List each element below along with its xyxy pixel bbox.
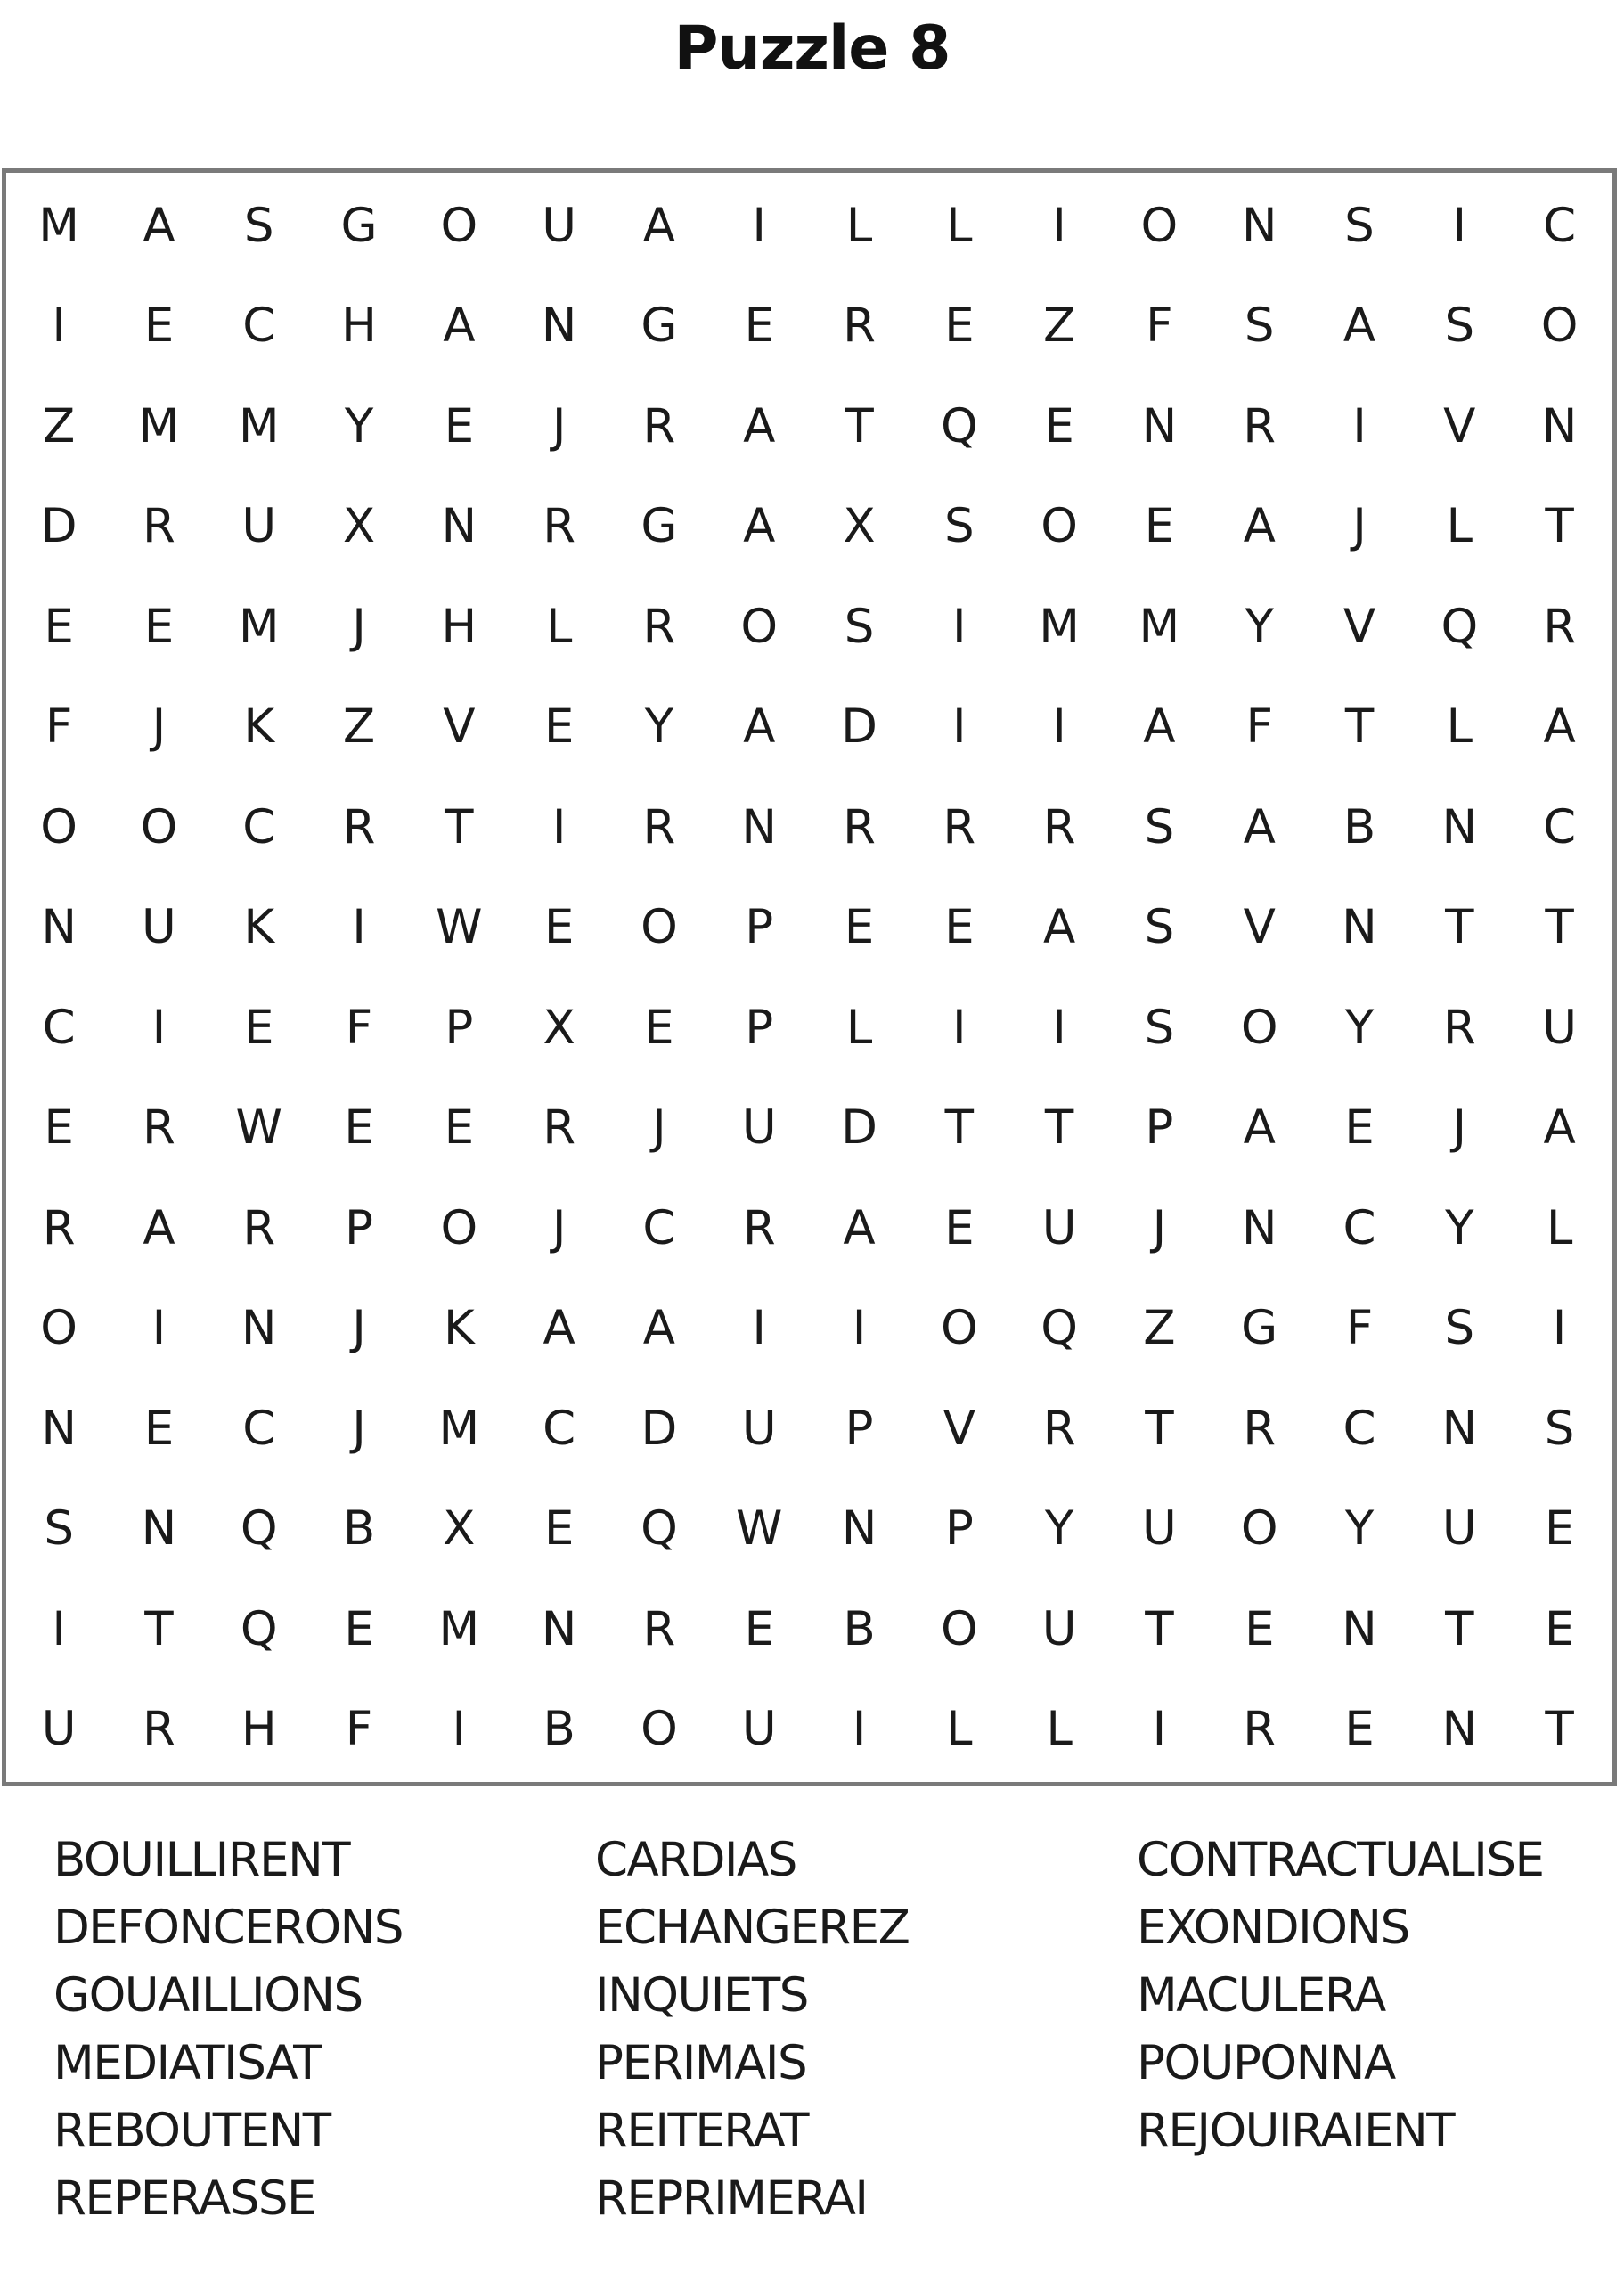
grid-cell[interactable]: R <box>1243 398 1277 454</box>
grid-cell[interactable]: G <box>340 198 378 253</box>
grid-cell[interactable]: W <box>736 1501 783 1557</box>
grid-cell[interactable]: T <box>445 799 474 854</box>
grid-cell[interactable]: P <box>445 1000 474 1055</box>
grid-cell[interactable]: T <box>1145 1401 1174 1456</box>
grid-cell[interactable]: U <box>741 1702 777 1757</box>
grid-cell[interactable]: N <box>41 900 77 955</box>
grid-cell[interactable]: Q <box>240 1601 278 1656</box>
grid-cell[interactable]: E <box>844 900 875 955</box>
grid-cell[interactable]: X <box>543 1000 575 1055</box>
grid-cell[interactable]: M <box>238 398 280 454</box>
grid-cell[interactable]: K <box>443 1301 475 1356</box>
grid-row <box>9 276 1610 377</box>
grid-cell[interactable]: A <box>1543 1100 1576 1156</box>
grid-cell[interactable]: F <box>1245 699 1273 755</box>
word-list-item: INQUIETS <box>595 1968 808 2023</box>
grid-cell[interactable]: I <box>352 900 366 955</box>
word-list-column-2 <box>595 1827 1130 2233</box>
grid-cell[interactable]: N <box>41 1401 77 1456</box>
grid-cell[interactable]: A <box>1243 1100 1276 1156</box>
grid-cell[interactable]: R <box>143 1100 175 1156</box>
grid-cell[interactable]: A <box>743 499 776 554</box>
word-list-item: CARDIAS <box>595 1833 796 1887</box>
grid-cell[interactable]: B <box>342 1501 376 1557</box>
grid-cell[interactable]: I <box>1452 198 1467 253</box>
grid-cell[interactable]: I <box>452 1702 467 1757</box>
grid-cell[interactable]: C <box>1342 1200 1376 1255</box>
grid-cell[interactable]: E <box>1044 398 1074 454</box>
grid-cell[interactable]: R <box>1442 1000 1476 1055</box>
grid-cell[interactable]: Y <box>1245 599 1274 654</box>
grid-cell[interactable]: C <box>242 298 276 354</box>
word-list-item: REPRIMERAI <box>595 2171 868 2226</box>
grid-cell[interactable]: J <box>652 1100 666 1156</box>
word-list-item: BOUILLIRENT <box>53 1833 350 1887</box>
grid-cell[interactable]: T <box>144 1601 174 1656</box>
grid-cell[interactable]: O <box>641 1702 678 1757</box>
grid-cell[interactable]: H <box>441 599 477 654</box>
word-list-item: REJOUIRAIENT <box>1137 2104 1455 2158</box>
letter-grid-frame <box>2 168 1617 1786</box>
grid-cell[interactable]: U <box>1542 1000 1577 1055</box>
grid-row <box>9 677 1610 778</box>
grid-cell[interactable]: T <box>845 398 874 454</box>
grid-cell[interactable]: F <box>1146 298 1173 354</box>
grid-cell[interactable]: Q <box>1041 1301 1078 1356</box>
grid-cell[interactable]: E <box>944 1200 975 1255</box>
grid-cell[interactable]: R <box>642 1601 676 1656</box>
grid-cell[interactable]: S <box>1544 1401 1575 1456</box>
grid-cell[interactable]: E <box>143 1401 175 1456</box>
grid-cell[interactable]: J <box>352 1401 366 1456</box>
grid-cell[interactable]: A <box>543 1301 575 1356</box>
grid-cell[interactable]: A <box>143 198 175 253</box>
grid-cell[interactable]: D <box>841 699 877 755</box>
grid-cell[interactable]: O <box>641 900 678 955</box>
grid-cell[interactable]: R <box>1243 1702 1277 1757</box>
grid-cell[interactable]: I <box>852 1702 867 1757</box>
grid-cell[interactable]: W <box>235 1100 282 1156</box>
grid-cell[interactable]: S <box>844 599 875 654</box>
grid-cell[interactable]: I <box>852 1301 867 1356</box>
word-list-item: PERIMAIS <box>595 2036 807 2090</box>
grid-cell[interactable]: X <box>843 499 876 554</box>
grid-row <box>9 1479 1610 1580</box>
grid-cell[interactable]: R <box>642 799 676 854</box>
grid-cell[interactable]: N <box>1342 900 1377 955</box>
grid-cell[interactable]: O <box>440 198 478 253</box>
grid-cell[interactable]: R <box>642 398 676 454</box>
grid-cell[interactable]: S <box>1444 298 1475 354</box>
grid-cell[interactable]: T <box>1545 499 1574 554</box>
grid-cell[interactable]: A <box>743 699 776 755</box>
grid-cell[interactable]: E <box>543 1501 575 1557</box>
grid-cell[interactable]: A <box>443 298 476 354</box>
grid-cell[interactable]: E <box>543 699 575 755</box>
grid-cell[interactable]: J <box>352 599 366 654</box>
grid-cell[interactable]: M <box>438 1401 480 1456</box>
grid-cell[interactable]: A <box>1342 298 1376 354</box>
grid-cell[interactable]: P <box>745 900 774 955</box>
grid-cell[interactable]: E <box>543 900 575 955</box>
grid-cell[interactable]: U <box>542 198 577 253</box>
grid-cell[interactable]: C <box>642 1200 676 1255</box>
grid-row <box>9 576 1610 677</box>
grid-cell[interactable]: M <box>138 398 180 454</box>
grid-cell[interactable]: V <box>1243 900 1276 955</box>
grid-cell[interactable]: R <box>143 499 175 554</box>
grid-cell[interactable]: I <box>1552 1301 1567 1356</box>
grid-cell[interactable]: F <box>1345 1301 1374 1356</box>
grid-cell[interactable]: I <box>952 699 967 755</box>
word-list-item: MEDIATISAT <box>53 2036 321 2090</box>
grid-cell[interactable]: E <box>344 1100 374 1156</box>
grid-cell[interactable]: C <box>42 1000 76 1055</box>
grid-cell[interactable]: T <box>944 1100 974 1156</box>
grid-cell[interactable]: N <box>541 1601 577 1656</box>
grid-cell[interactable]: L <box>545 599 573 654</box>
grid-cell[interactable]: D <box>641 1401 678 1456</box>
grid-row <box>9 977 1610 1078</box>
grid-cell[interactable]: S <box>243 198 274 253</box>
grid-cell[interactable]: S <box>1144 799 1175 854</box>
grid-cell[interactable]: S <box>1344 198 1375 253</box>
grid-cell[interactable]: N <box>541 298 577 354</box>
word-list-item: REITERAT <box>595 2104 808 2158</box>
grid-cell[interactable]: L <box>1046 1702 1073 1757</box>
grid-cell[interactable]: O <box>940 1301 978 1356</box>
grid-cell[interactable]: A <box>642 198 676 253</box>
grid-cell[interactable]: C <box>1543 198 1577 253</box>
grid-cell[interactable]: P <box>345 1200 374 1255</box>
grid-cell[interactable]: A <box>743 398 776 454</box>
word-list-item: DEFONCERONS <box>53 1901 403 1955</box>
grid-cell[interactable]: U <box>741 1100 777 1156</box>
grid-cell[interactable]: N <box>1241 1200 1277 1255</box>
grid-cell[interactable]: X <box>443 1501 476 1557</box>
grid-cell[interactable]: P <box>845 1401 874 1456</box>
grid-cell[interactable]: Q <box>1440 599 1479 654</box>
grid-cell[interactable]: N <box>1241 198 1277 253</box>
grid-cell[interactable]: Z <box>342 699 376 755</box>
grid-row <box>9 1279 1610 1379</box>
grid-cell[interactable]: O <box>1240 1000 1278 1055</box>
grid-cell[interactable]: T <box>1445 1601 1474 1656</box>
word-list-item: REPERASSE <box>53 2171 315 2226</box>
grid-cell[interactable]: F <box>345 1000 373 1055</box>
grid-cell[interactable]: H <box>241 1702 277 1757</box>
grid-cell[interactable]: I <box>752 1301 767 1356</box>
grid-cell[interactable]: M <box>438 1601 480 1656</box>
grid-cell[interactable]: Q <box>240 1501 278 1557</box>
grid-cell[interactable]: S <box>1144 1000 1175 1055</box>
grid-cell[interactable]: E <box>243 1000 274 1055</box>
grid-cell[interactable]: N <box>1342 1601 1377 1656</box>
grid-cell[interactable]: I <box>52 298 66 354</box>
grid-cell[interactable]: J <box>551 1200 567 1255</box>
grid-cell[interactable]: R <box>242 1200 276 1255</box>
grid-cell[interactable]: E <box>344 1601 374 1656</box>
grid-cell[interactable]: C <box>242 799 276 854</box>
grid-cell[interactable]: C <box>242 1401 276 1456</box>
grid-row <box>9 1680 1610 1780</box>
grid-cell[interactable]: I <box>551 799 567 854</box>
grid-cell[interactable]: Y <box>1344 1000 1375 1055</box>
grid-cell[interactable]: R <box>543 1100 576 1156</box>
grid-cell[interactable]: W <box>436 900 483 955</box>
grid-cell[interactable]: V <box>943 1401 975 1456</box>
grid-cell[interactable]: G <box>641 298 678 354</box>
grid-cell[interactable]: R <box>342 799 376 854</box>
grid-cell[interactable]: N <box>1441 1401 1478 1456</box>
grid-cell[interactable]: F <box>345 1702 373 1757</box>
grid-cell[interactable]: M <box>1039 599 1080 654</box>
grid-cell[interactable]: Y <box>644 699 674 755</box>
grid-cell[interactable]: U <box>1441 1501 1477 1557</box>
grid-cell[interactable]: N <box>141 1501 177 1557</box>
grid-cell[interactable]: P <box>1145 1100 1174 1156</box>
grid-cell[interactable]: M <box>1138 599 1180 654</box>
grid-cell[interactable]: E <box>644 1000 674 1055</box>
grid-cell[interactable]: Q <box>940 398 978 454</box>
grid-cell[interactable]: R <box>42 1200 76 1255</box>
grid-cell[interactable]: V <box>1443 398 1476 454</box>
grid-cell[interactable]: L <box>946 1702 973 1757</box>
grid-cell[interactable]: R <box>1543 599 1577 654</box>
grid-cell[interactable]: X <box>342 499 376 554</box>
grid-row <box>9 777 1610 878</box>
grid-cell[interactable]: S <box>1144 900 1175 955</box>
grid-cell[interactable]: Y <box>1445 1200 1474 1255</box>
word-list-item: REBOUTENT <box>53 2104 331 2158</box>
grid-cell[interactable]: N <box>441 499 477 554</box>
grid-row <box>9 176 1610 276</box>
grid-cell[interactable]: A <box>1243 499 1276 554</box>
grid-cell[interactable]: O <box>140 799 178 854</box>
grid-cell[interactable]: I <box>52 1601 66 1656</box>
grid-cell[interactable]: Y <box>1044 1501 1074 1557</box>
grid-cell[interactable]: N <box>1441 1702 1478 1757</box>
grid-cell[interactable]: O <box>1041 499 1078 554</box>
grid-cell[interactable]: E <box>44 599 74 654</box>
grid-cell[interactable]: E <box>944 298 975 354</box>
grid-cell[interactable]: Z <box>1143 1301 1176 1356</box>
grid-cell[interactable]: E <box>1144 499 1175 554</box>
grid-cell[interactable]: O <box>1540 298 1579 354</box>
grid-cell[interactable]: A <box>1243 799 1276 854</box>
grid-cell[interactable]: E <box>744 1601 774 1656</box>
grid-cell[interactable]: U <box>741 1401 777 1456</box>
grid-cell[interactable]: N <box>1441 799 1478 854</box>
grid-cell[interactable]: P <box>944 1501 974 1557</box>
grid-row <box>9 1579 1610 1680</box>
word-list-item: POUPONNA <box>1137 2036 1395 2090</box>
grid-cell[interactable]: L <box>1446 499 1473 554</box>
grid-cell[interactable]: J <box>352 1301 366 1356</box>
grid-cell[interactable]: H <box>341 298 377 354</box>
grid-cell[interactable]: S <box>1444 1301 1475 1356</box>
grid-cell[interactable]: R <box>143 1702 175 1757</box>
grid-cell[interactable]: E <box>1344 1100 1375 1156</box>
grid-cell[interactable]: C <box>1543 799 1577 854</box>
grid-cell[interactable]: I <box>752 198 767 253</box>
grid-cell[interactable]: U <box>1041 1601 1077 1656</box>
grid-cell[interactable]: Q <box>641 1501 678 1557</box>
grid-cell[interactable]: A <box>843 1200 876 1255</box>
grid-cell[interactable]: L <box>1546 1200 1573 1255</box>
word-list-item: CONTRACTUALISE <box>1137 1833 1544 1887</box>
grid-cell[interactable]: T <box>1545 900 1574 955</box>
word-list-item: EXONDIONS <box>1137 1901 1409 1955</box>
grid-cell[interactable]: M <box>38 198 80 253</box>
grid-cell[interactable]: L <box>1446 699 1473 755</box>
word-list-item: ECHANGEREZ <box>595 1901 910 1955</box>
grid-cell[interactable]: D <box>841 1100 877 1156</box>
grid-cell[interactable]: V <box>1342 599 1376 654</box>
grid-cell[interactable]: U <box>41 1702 77 1757</box>
grid-cell[interactable]: R <box>843 799 876 854</box>
grid-cell[interactable]: E <box>1344 1702 1375 1757</box>
grid-cell[interactable]: U <box>241 499 277 554</box>
word-list-item: GOUAILLIONS <box>53 1968 363 2023</box>
grid-cell[interactable]: O <box>40 1301 78 1356</box>
grid-cell[interactable]: O <box>1240 1501 1278 1557</box>
grid-cell[interactable]: C <box>1342 1401 1376 1456</box>
grid-cell[interactable]: T <box>1545 1702 1574 1757</box>
grid-cell[interactable]: R <box>1042 799 1076 854</box>
grid-cell[interactable]: A <box>642 1301 676 1356</box>
grid-cell[interactable]: A <box>143 1200 175 1255</box>
grid-cell[interactable]: T <box>1445 900 1474 955</box>
letter-grid <box>9 176 1610 1779</box>
grid-cell[interactable]: E <box>143 298 175 354</box>
word-list-column-1 <box>53 1827 588 2233</box>
grid-cell[interactable]: E <box>1244 1601 1275 1656</box>
grid-cell[interactable]: I <box>1052 198 1066 253</box>
grid-cell[interactable]: B <box>543 1702 575 1757</box>
grid-cell[interactable]: I <box>1052 1000 1066 1055</box>
grid-cell[interactable]: R <box>642 599 676 654</box>
grid-cell[interactable]: I <box>151 1301 167 1356</box>
grid-cell[interactable]: P <box>745 1000 774 1055</box>
grid-cell[interactable]: R <box>742 1200 776 1255</box>
grid-cell[interactable]: E <box>444 398 475 454</box>
grid-cell[interactable]: E <box>143 599 175 654</box>
grid-cell[interactable]: A <box>1143 699 1176 755</box>
grid-cell[interactable]: C <box>543 1401 576 1456</box>
grid-cell[interactable]: I <box>952 599 967 654</box>
grid-cell[interactable]: R <box>943 799 976 854</box>
grid-row <box>9 376 1610 477</box>
grid-cell[interactable]: Z <box>42 398 76 454</box>
grid-cell[interactable]: A <box>1042 900 1076 955</box>
grid-cell[interactable]: S <box>44 1501 74 1557</box>
grid-cell[interactable]: J <box>151 699 167 755</box>
grid-cell[interactable]: K <box>243 699 275 755</box>
grid-cell[interactable]: D <box>40 499 78 554</box>
grid-cell[interactable]: E <box>1544 1501 1575 1557</box>
grid-cell[interactable]: G <box>1241 1301 1278 1356</box>
grid-cell[interactable]: K <box>243 900 275 955</box>
grid-cell[interactable]: I <box>1052 699 1066 755</box>
grid-cell[interactable]: R <box>843 298 876 354</box>
grid-cell[interactable]: R <box>1042 1401 1076 1456</box>
grid-cell[interactable]: E <box>444 1100 475 1156</box>
grid-cell[interactable]: N <box>841 1501 877 1557</box>
grid-cell[interactable]: I <box>1352 398 1367 454</box>
grid-cell[interactable]: J <box>1452 1100 1467 1156</box>
grid-row <box>9 1078 1610 1179</box>
grid-cell[interactable]: I <box>151 1000 167 1055</box>
grid-cell[interactable]: E <box>1544 1601 1575 1656</box>
grid-cell[interactable]: S <box>1244 298 1275 354</box>
puzzle-title: Puzzle 8 <box>673 13 951 84</box>
grid-cell[interactable]: S <box>943 499 975 554</box>
grid-cell[interactable]: B <box>843 1601 876 1656</box>
grid-cell[interactable]: T <box>1044 1100 1074 1156</box>
grid-row <box>9 1178 1610 1279</box>
grid-cell[interactable]: O <box>40 799 78 854</box>
grid-cell[interactable]: U <box>1041 1200 1077 1255</box>
grid-cell[interactable]: Z <box>1042 298 1076 354</box>
word-list-column-3 <box>1137 1827 1624 2165</box>
grid-cell[interactable]: T <box>1145 1601 1174 1656</box>
grid-cell[interactable]: I <box>952 1000 967 1055</box>
grid-cell[interactable]: T <box>1344 699 1375 755</box>
grid-cell[interactable]: V <box>443 699 476 755</box>
grid-cell[interactable]: N <box>241 1301 277 1356</box>
grid-cell[interactable]: N <box>1141 398 1178 454</box>
grid-row <box>9 477 1610 577</box>
grid-cell[interactable]: R <box>1243 1401 1277 1456</box>
grid-cell[interactable]: O <box>740 599 779 654</box>
grid-cell[interactable]: Y <box>1344 1501 1375 1557</box>
grid-row <box>9 1378 1610 1479</box>
grid-cell[interactable]: E <box>44 1100 74 1156</box>
grid-cell[interactable]: U <box>142 900 176 955</box>
grid-cell[interactable]: N <box>741 799 778 854</box>
grid-cell[interactable]: L <box>946 198 973 253</box>
grid-cell[interactable]: G <box>641 499 678 554</box>
grid-cell[interactable]: A <box>1543 699 1576 755</box>
grid-cell[interactable]: L <box>845 1000 873 1055</box>
grid-cell[interactable]: U <box>1142 1501 1177 1557</box>
grid-cell[interactable]: J <box>1152 1200 1167 1255</box>
grid-cell[interactable]: E <box>744 298 774 354</box>
grid-cell[interactable]: J <box>1352 499 1367 554</box>
grid-cell[interactable]: Y <box>344 398 374 454</box>
word-list-item: MACULERA <box>1137 1968 1385 2023</box>
grid-cell[interactable]: N <box>1541 398 1578 454</box>
grid-cell[interactable]: E <box>944 900 975 955</box>
grid-cell[interactable]: R <box>543 499 576 554</box>
grid-cell[interactable]: M <box>238 599 280 654</box>
grid-cell[interactable]: O <box>940 1601 978 1656</box>
grid-cell[interactable]: L <box>845 198 873 253</box>
grid-cell[interactable]: O <box>1140 198 1179 253</box>
grid-row <box>9 878 1610 978</box>
grid-cell[interactable]: I <box>1152 1702 1167 1757</box>
word-list <box>0 1827 1624 2254</box>
grid-cell[interactable]: J <box>551 398 567 454</box>
grid-cell[interactable]: O <box>440 1200 478 1255</box>
grid-cell[interactable]: F <box>45 699 73 755</box>
grid-cell[interactable]: B <box>1342 799 1376 854</box>
